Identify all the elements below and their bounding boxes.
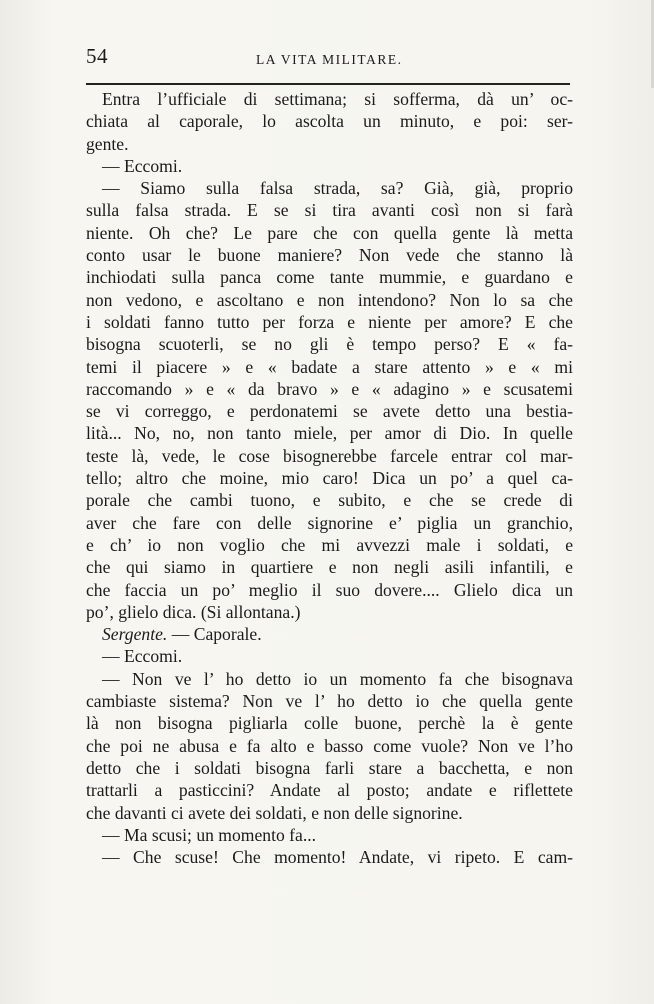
text-line: — Eccomi.	[102, 155, 183, 176]
text-line: inchiodati sulla panca come tante mummie, e guardano e	[86, 267, 573, 288]
text-line: gente.	[86, 133, 129, 154]
text-line: — Eccomi.	[102, 646, 183, 667]
speaker-name: Sergente.	[102, 624, 168, 645]
text-line: che qui siamo in quartiere e non negli asili infantili, e	[86, 557, 573, 578]
text-line: chiata al caporale, lo ascolta un minuto, e poi: ser-	[86, 111, 573, 132]
text-line: — Ma scusi; un momento fa...	[102, 824, 317, 845]
text-line: tello; altro che moine, mio caro! Dica un po’ a quel ca-	[86, 468, 573, 489]
text-line: sulla falsa strada. E se si tira avanti così non si farà	[86, 200, 573, 221]
text-line: cambiaste sistema? Non ve l’ ho detto io che quella gente	[86, 691, 573, 712]
text-line: lità... No, no, non tanto miele, per amor di Dio. In quelle	[86, 423, 573, 444]
text-line: teste là, vede, le cose bisognerebbe farcele entrar col mar-	[86, 445, 573, 466]
text-line: — Che scuse! Che momento! Andate, vi ripeto. E cam-	[102, 847, 573, 868]
running-head	[86, 44, 570, 74]
running-title: LA VITA MILITARE.	[256, 52, 403, 67]
text-line: — Siamo sulla falsa strada, sa? Già, già, proprio	[102, 178, 573, 199]
text-line: Entra l’ufficiale di settimana; si sofferma, dà un’ oc-	[102, 89, 573, 109]
text-line: po’, glielo dica. (Si allontana.)	[86, 601, 301, 622]
text-line: — Non ve l’ ho detto io un momento fa che bisognava	[102, 668, 573, 689]
body-text	[86, 88, 573, 868]
text-line: detto che i soldati bisogna farli stare a bacchetta, e non	[86, 757, 573, 778]
text-line: se vi correggo, e perdonatemi se avete detto una bestia-	[86, 401, 573, 422]
text-line: niente. Oh che? Le pare che con quella gente là metta	[86, 222, 573, 243]
page-number: 54	[86, 44, 108, 68]
text-line: che poi ne abusa e fa alto e basso come vuole? Non ve l’ho	[86, 735, 573, 756]
text-line: e ch’ io non voglio che mi avvezzi male i soldati, e	[86, 534, 573, 555]
text-line: che faccia un po’ meglio il suo dovere.... Glielo dica un	[86, 579, 573, 600]
speaker-line: Sergente. — Caporale.	[102, 624, 262, 645]
header-rule	[86, 83, 570, 85]
text-line: i soldati fanno tutto per forza e niente per amore? E che	[86, 311, 573, 332]
text-line: là non bisogna pigliarla colle buone, perchè la è gente	[86, 713, 573, 734]
text-line: aver che fare con delle signorine e’ piglia un granchio,	[86, 512, 573, 533]
text-line: che davanti ci avete dei soldati, e non delle signorine.	[86, 802, 463, 823]
text-line: porale che cambi tuono, e subito, e che se crede di	[86, 490, 573, 511]
text-line: conto usar le buone maniere? Non vede che stanno là	[86, 245, 573, 266]
text-line: trattarli a pasticcini? Andate al posto; andate e riflettete	[86, 780, 573, 801]
text-line: raccomando » e « da bravo » e « adagino » e scusatemi	[86, 378, 573, 399]
text-line: non vedono, e ascoltano e non intendono? Non lo sa che	[86, 289, 573, 310]
text-line: temi il piacere » e « badate a stare attento » e « mi	[86, 356, 573, 377]
text-line: bisogna scuoterli, se no gli è tempo perso? E « fa-	[86, 334, 573, 355]
